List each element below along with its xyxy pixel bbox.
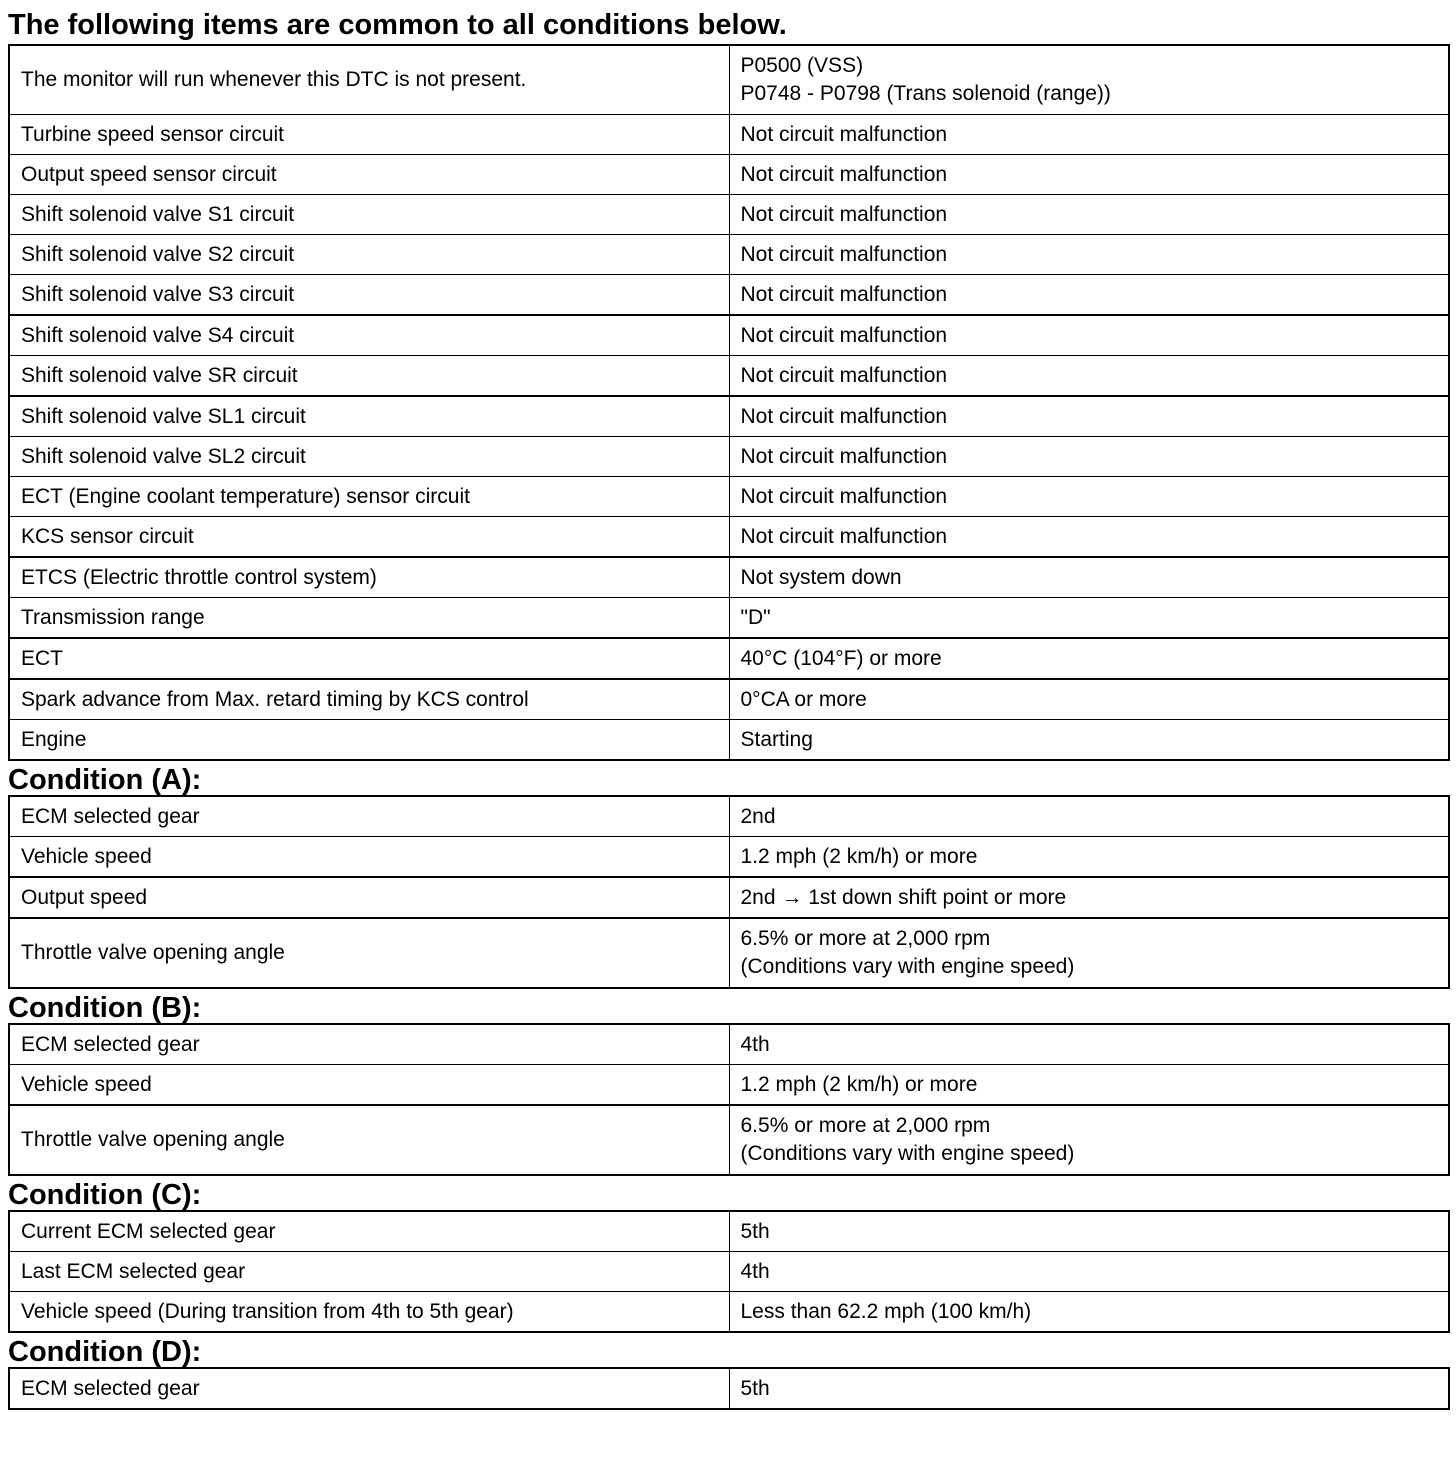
condition-c-table bbox=[8, 1210, 1450, 1333]
condition-item: ECT bbox=[9, 638, 729, 679]
value-line: 6.5% or more at 2,000 rpm bbox=[740, 1113, 991, 1137]
table-row bbox=[9, 837, 1449, 878]
condition-item: ECT (Engine coolant temperature) sensor circuit bbox=[9, 477, 729, 517]
table-row bbox=[9, 1024, 1449, 1065]
condition-value: 0°CA or more bbox=[729, 679, 1449, 720]
condition-item: Spark advance from Max. retard timing by KCS control bbox=[9, 679, 729, 720]
condition-b-table bbox=[8, 1023, 1450, 1176]
condition-item: Output speed sensor circuit bbox=[9, 155, 729, 195]
value-line: P0748 - P0798 (Trans solenoid (range)) bbox=[740, 81, 1111, 105]
common-conditions-heading: The following items are common to all conditions below. bbox=[8, 9, 787, 41]
table-row bbox=[9, 477, 1449, 517]
condition-b-heading: Condition (B): bbox=[8, 992, 202, 1024]
table-row bbox=[9, 155, 1449, 195]
condition-value bbox=[729, 45, 1449, 115]
table-row bbox=[9, 396, 1449, 437]
condition-value: 1.2 mph (2 km/h) or more bbox=[729, 1065, 1449, 1106]
condition-value: Not circuit malfunction bbox=[729, 195, 1449, 235]
condition-item: Shift solenoid valve SL1 circuit bbox=[9, 396, 729, 437]
condition-item: Throttle valve opening angle bbox=[9, 1105, 729, 1175]
condition-item: Vehicle speed bbox=[9, 837, 729, 878]
condition-value: Not circuit malfunction bbox=[729, 396, 1449, 437]
table-row bbox=[9, 877, 1449, 918]
condition-item: Vehicle speed (During transition from 4th to 5th gear) bbox=[9, 1292, 729, 1333]
condition-value: Not circuit malfunction bbox=[729, 235, 1449, 275]
condition-item: Shift solenoid valve S1 circuit bbox=[9, 195, 729, 235]
table-row bbox=[9, 437, 1449, 477]
condition-value: Not circuit malfunction bbox=[729, 115, 1449, 155]
table-row bbox=[9, 356, 1449, 397]
condition-item: Engine bbox=[9, 720, 729, 761]
condition-item: Turbine speed sensor circuit bbox=[9, 115, 729, 155]
condition-value: 5th bbox=[729, 1211, 1449, 1252]
condition-item: ECM selected gear bbox=[9, 1024, 729, 1065]
condition-value: 2nd bbox=[729, 796, 1449, 837]
value-line: (Conditions vary with engine speed) bbox=[740, 1141, 1075, 1165]
table-row bbox=[9, 598, 1449, 639]
condition-d-heading: Condition (D): bbox=[8, 1336, 202, 1368]
condition-a-heading: Condition (A): bbox=[8, 764, 202, 796]
condition-item: ECM selected gear bbox=[9, 1368, 729, 1409]
condition-item: Current ECM selected gear bbox=[9, 1211, 729, 1252]
condition-item: Transmission range bbox=[9, 598, 729, 639]
table-row bbox=[9, 679, 1449, 720]
condition-value: "D" bbox=[729, 598, 1449, 639]
condition-value: Not circuit malfunction bbox=[729, 517, 1449, 558]
table-row bbox=[9, 275, 1449, 316]
condition-item: KCS sensor circuit bbox=[9, 517, 729, 558]
table-row bbox=[9, 796, 1449, 837]
condition-item: Output speed bbox=[9, 877, 729, 918]
condition-value: 5th bbox=[729, 1368, 1449, 1409]
condition-value: Not circuit malfunction bbox=[729, 477, 1449, 517]
condition-item: Shift solenoid valve S3 circuit bbox=[9, 275, 729, 316]
condition-value: 4th bbox=[729, 1252, 1449, 1292]
condition-value: Less than 62.2 mph (100 km/h) bbox=[729, 1292, 1449, 1333]
condition-item: Shift solenoid valve S2 circuit bbox=[9, 235, 729, 275]
table-row bbox=[9, 557, 1449, 598]
condition-item: ETCS (Electric throttle control system) bbox=[9, 557, 729, 598]
value-line: 6.5% or more at 2,000 rpm bbox=[740, 926, 991, 950]
table-row bbox=[9, 638, 1449, 679]
table-row bbox=[9, 517, 1449, 558]
condition-a-table bbox=[8, 795, 1450, 989]
condition-value: Not circuit malfunction bbox=[729, 275, 1449, 316]
table-row bbox=[9, 315, 1449, 356]
common-conditions-table bbox=[8, 44, 1450, 761]
table-row bbox=[9, 918, 1449, 988]
condition-value: Not system down bbox=[729, 557, 1449, 598]
condition-value: Not circuit malfunction bbox=[729, 437, 1449, 477]
condition-value: 40°C (104°F) or more bbox=[729, 638, 1449, 679]
table-row bbox=[9, 1105, 1449, 1175]
condition-item: Shift solenoid valve S4 circuit bbox=[9, 315, 729, 356]
condition-item: ECM selected gear bbox=[9, 796, 729, 837]
table-row bbox=[9, 115, 1449, 155]
table-row bbox=[9, 1368, 1449, 1409]
table-row bbox=[9, 720, 1449, 761]
condition-value: 1.2 mph (2 km/h) or more bbox=[729, 837, 1449, 878]
condition-item: Last ECM selected gear bbox=[9, 1252, 729, 1292]
table-row bbox=[9, 195, 1449, 235]
condition-item: Shift solenoid valve SL2 circuit bbox=[9, 437, 729, 477]
condition-value: Not circuit malfunction bbox=[729, 315, 1449, 356]
condition-value: Not circuit malfunction bbox=[729, 356, 1449, 397]
condition-d-table bbox=[8, 1367, 1450, 1410]
condition-item: Throttle valve opening angle bbox=[9, 918, 729, 988]
table-row bbox=[9, 1065, 1449, 1106]
document-page bbox=[8, 0, 1448, 1410]
table-row bbox=[9, 1211, 1449, 1252]
condition-value bbox=[729, 918, 1449, 988]
value-line: P0500 (VSS) bbox=[740, 53, 864, 77]
condition-value: Not circuit malfunction bbox=[729, 155, 1449, 195]
condition-item: Shift solenoid valve SR circuit bbox=[9, 356, 729, 397]
table-row bbox=[9, 1292, 1449, 1333]
value-line: (Conditions vary with engine speed) bbox=[740, 954, 1075, 978]
condition-value: 4th bbox=[729, 1024, 1449, 1065]
table-row bbox=[9, 1252, 1449, 1292]
table-row bbox=[9, 235, 1449, 275]
condition-c-heading: Condition (C): bbox=[8, 1179, 202, 1211]
condition-value: Starting bbox=[729, 720, 1449, 761]
condition-item: The monitor will run whenever this DTC is not present. bbox=[9, 45, 729, 115]
condition-item: Vehicle speed bbox=[9, 1065, 729, 1106]
table-row bbox=[9, 45, 1449, 115]
condition-value bbox=[729, 1105, 1449, 1175]
condition-value: 2nd → 1st down shift point or more bbox=[729, 877, 1449, 918]
